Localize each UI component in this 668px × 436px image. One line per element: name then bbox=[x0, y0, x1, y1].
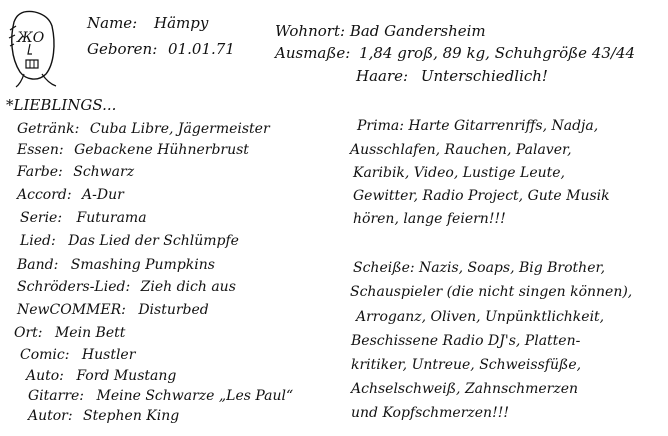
favorite-value: Das Lied der Schlümpfe bbox=[68, 233, 239, 249]
favorite-value: Smashing Pumpkins bbox=[70, 257, 215, 273]
dislikes-line: Scheiße: Nazis, Soaps, Big Brother, bbox=[353, 260, 606, 276]
dislikes-line: Beschissene Radio DJ's, Platten- bbox=[351, 333, 581, 349]
hair-label: Haare: bbox=[356, 67, 409, 85]
favorite-label: Gitarre: bbox=[28, 388, 85, 404]
likes-line: Karibik, Video, Lustige Leute, bbox=[353, 165, 565, 181]
favorite-label: Comic: bbox=[20, 347, 70, 363]
dislikes-line: Arroganz, Oliven, Unpünktlichkeit, bbox=[356, 309, 605, 325]
likes-line: Gewitter, Radio Project, Gute Musik bbox=[353, 188, 610, 204]
favorite-value: Disturbed bbox=[138, 302, 209, 318]
favorite-value: Hustler bbox=[81, 347, 136, 363]
favorite-item-chord bbox=[17, 187, 124, 203]
favorite-value: Zieh dich aus bbox=[140, 279, 236, 295]
residence-field bbox=[275, 22, 486, 40]
favorite-value: Schwarz bbox=[73, 164, 135, 180]
svg-text:ЖO: ЖO bbox=[17, 30, 45, 46]
favorite-label: NewCOMMER: bbox=[17, 302, 126, 318]
favorite-item-guitar bbox=[28, 388, 293, 404]
favorite-value: A-Dur bbox=[82, 187, 124, 203]
likes-line: Ausschlafen, Rauchen, Palaver, bbox=[350, 142, 572, 158]
favorite-label: Autor: bbox=[28, 408, 73, 424]
dimensions-value: 1,84 groß, 89 kg, Schuhgröße 43/44 bbox=[359, 44, 636, 62]
favorites-title: *LIEBLINGS... bbox=[6, 96, 117, 114]
favorite-value: Gebackene Hühnerbrust bbox=[74, 142, 249, 158]
favorite-label: Farbe: bbox=[17, 164, 63, 180]
dislikes-line: und Kopfschmerzen!!! bbox=[351, 405, 509, 421]
dislikes-line: Achselschweiß, Zahnschmerzen bbox=[351, 381, 579, 397]
favorite-item-drink bbox=[17, 121, 270, 137]
favorite-value: Futurama bbox=[76, 210, 147, 226]
dislikes-line: Schauspieler (die nicht singen können), bbox=[350, 284, 633, 300]
favorite-value: Ford Mustang bbox=[76, 368, 177, 384]
birthdate-field bbox=[87, 40, 235, 58]
dimensions-field bbox=[275, 44, 635, 62]
hair-value: Unterschiedlich! bbox=[420, 67, 548, 85]
favorite-label: Accord: bbox=[17, 187, 72, 203]
name-value: Hämpy bbox=[154, 14, 209, 32]
favorite-label: Essen: bbox=[17, 142, 64, 158]
favorite-item-car bbox=[26, 368, 176, 384]
dislikes-line: kritiker, Untreue, Schweissfüße, bbox=[351, 357, 582, 373]
favorite-label: Auto: bbox=[26, 368, 64, 384]
hair-field bbox=[356, 67, 548, 85]
favorite-value: Stephen King bbox=[83, 408, 180, 424]
favorite-label: Band: bbox=[17, 257, 59, 273]
favorite-item-comic bbox=[20, 347, 135, 363]
favorite-label: Schröders-Lied: bbox=[17, 279, 131, 295]
favorite-item-place bbox=[14, 325, 125, 341]
favorite-value: Cuba Libre, Jägermeister bbox=[89, 121, 270, 137]
name-field bbox=[87, 14, 208, 32]
favorite-item-author bbox=[28, 408, 179, 424]
likes-line: hören, lange feiern!!! bbox=[353, 211, 506, 227]
favorite-label: Serie: bbox=[20, 210, 63, 226]
favorite-value: Meine Schwarze „Les Paul“ bbox=[96, 388, 294, 404]
favorite-item-band bbox=[17, 257, 215, 273]
favorite-item-food bbox=[17, 142, 249, 158]
favorite-item-schroeder-song bbox=[17, 279, 236, 295]
residence-label: Wohnort: bbox=[275, 22, 346, 40]
born-value: 01.01.71 bbox=[168, 40, 235, 58]
self-portrait-drawing bbox=[8, 8, 60, 88]
likes-line: Prima: Harte Gitarrenriffs, Nadja, bbox=[357, 118, 599, 134]
favorite-item-series bbox=[20, 210, 147, 226]
favorite-item-song bbox=[20, 233, 239, 249]
favorite-value: Mein Bett bbox=[54, 325, 126, 341]
born-label: Geboren: bbox=[87, 40, 158, 58]
dimensions-label: Ausmaße: bbox=[275, 44, 351, 62]
residence-value: Bad Gandersheim bbox=[349, 22, 486, 40]
favorite-label: Getränk: bbox=[17, 121, 80, 137]
favorite-label: Ort: bbox=[14, 325, 43, 341]
favorite-item-color bbox=[17, 164, 134, 180]
name-label: Name: bbox=[87, 14, 138, 32]
favorite-label: Lied: bbox=[20, 233, 56, 249]
favorite-item-newcomer bbox=[17, 302, 209, 318]
